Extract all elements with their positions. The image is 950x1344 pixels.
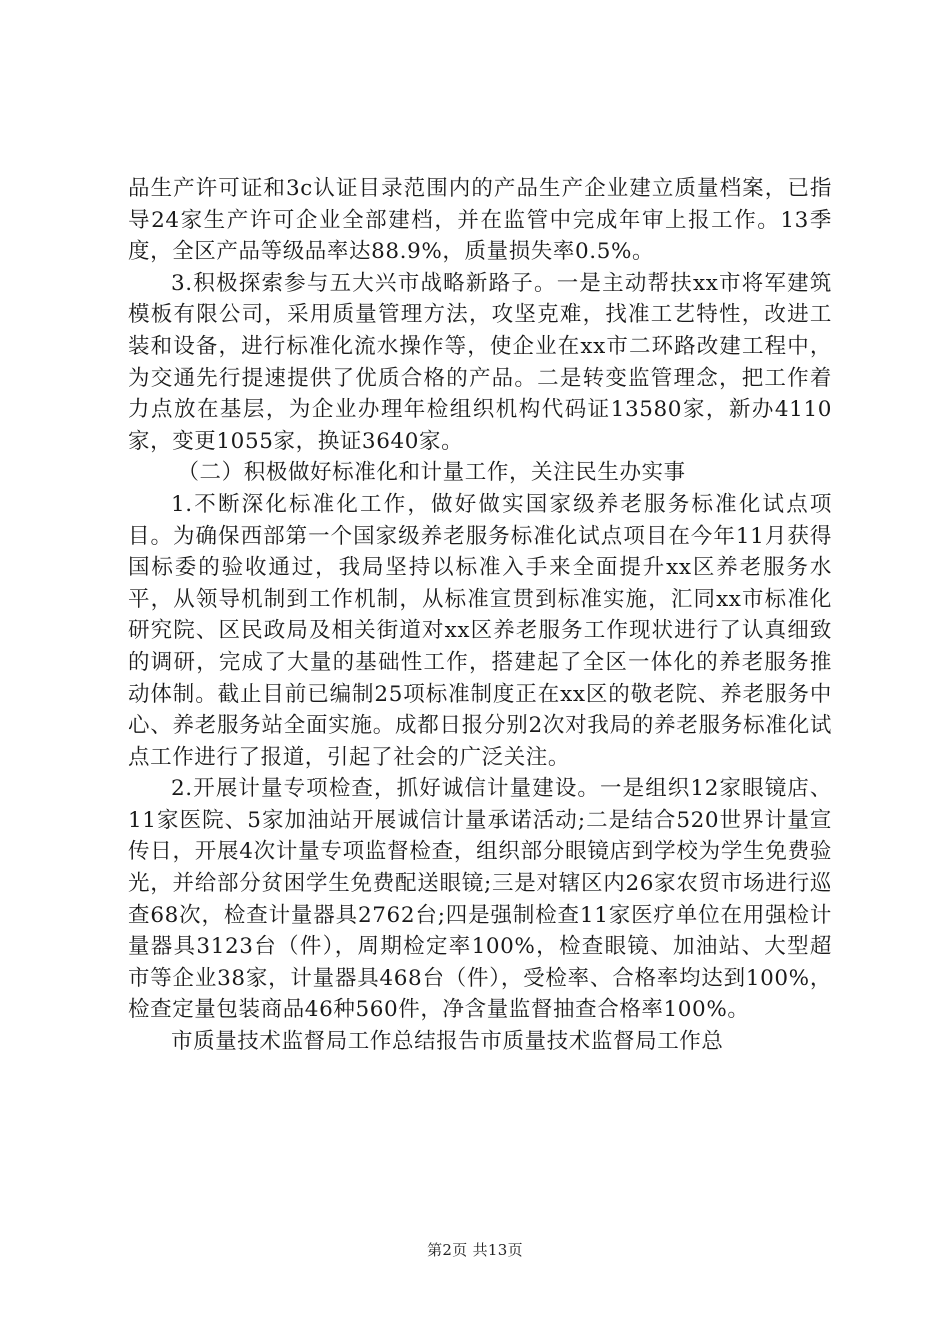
paragraph-metrology-inspection: 2.开展计量专项检查，抓好诚信计量建设。一是组织12家眼镜店、11家医院、5家加油站开展诚信计量承诺活动;二是结合520世界计量宣传日，开展4次计量专项监督检查，组织部分眼镜店到学校为学生免费验光，并给部分贫困学生免费配送眼镜;三是对辖区内26家农贸市场进行巡查68次，检查计量器具2762台;四是强制检查11家医疗单位在用强检计量器具3123台（件），周期检定率100%，检查眼镜、加油站、大型超市等企业38家，计量器具468台（件），受检率、合格率均达到100%，检查定量包装商品46种560件，净含量监督抽查合格率100%。 [128,776,832,1023]
paragraph-elderly-care-standard: 1.不断深化标准化工作，做好做实国家级养老服务标准化试点项目。为确保西部第一个国家级养老服务标准化试点项目在今年11月获得国标委的验收通过，我局坚持以标准入手来全面提升xx区养老服务水平，从领导机制到工作机制，从标准宣贯到标准实施，汇同xx市标准化研究院、区民政局及相关街道对xx区养老服务工作现状进行了认真细致的调研，完成了大量的基础性工作，搭建起了全区一体化的养老服务推动体制。截止目前已编制25项标准制度正在xx区的敬老院、养老服务中心、养老服务站全面实施。成都日报分别2次对我局的养老服务标准化试点工作进行了报道，引起了社会的广泛关注。 [128,491,832,770]
paragraph-strategy: 3.积极探索参与五大兴市战略新路子。一是主动帮扶xx市将军建筑模板有限公司，采用质量管理方法，攻坚克难，找准工艺特性，改进工装和设备，进行标准化流水操作等，使企业在xx市二环路改建工程中，为交通先行提速提供了优质合格的产品。二是转变监管理念，把工作着力点放在基层，为企业办理年检组织机构代码证13580家，新办4110家，变更1055家，换证3640家。 [128,270,832,454]
page-footer: 第2页 共13页 [427,1241,523,1259]
section-heading-standardization: （二）积极做好标准化和计量工作，关注民生办实事 [177,460,686,486]
paragraph-report-title-continuation: 市质量技术监督局工作总结报告市质量技术监督局工作总 [171,1029,724,1055]
paragraph-quality-records: 品生产许可证和3c认证目录范围内的产品生产企业建立质量档案，已指导24家生产许可企业全部建档，并在监管中完成年审上报工作。13季度，全区产品等级品率达88.9%，质量损失率0.5%。 [128,176,832,265]
document-body [128,173,832,1058]
